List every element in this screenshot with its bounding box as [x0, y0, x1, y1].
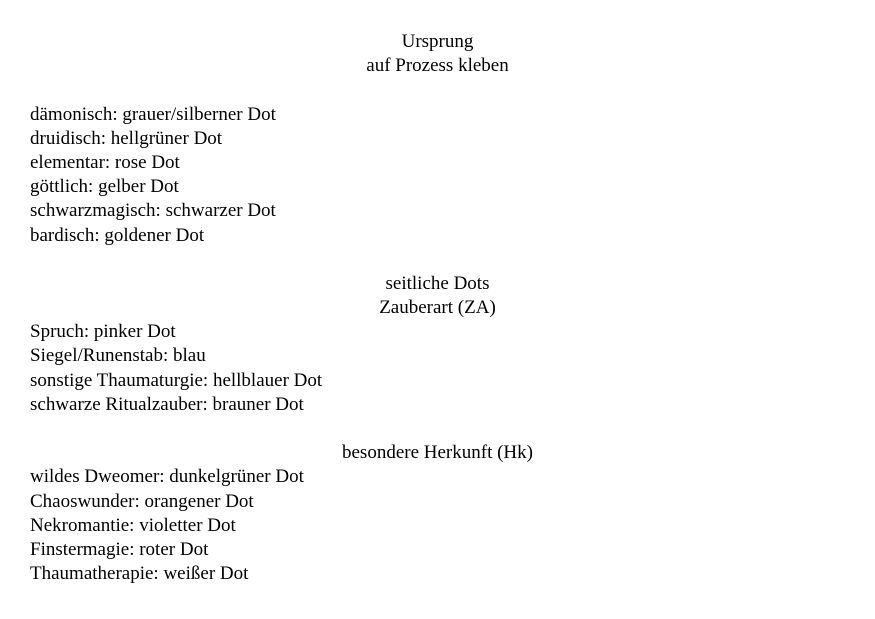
list-item: Finstermagie: roter Dot [30, 538, 209, 560]
list-item: elementar: rose Dot [30, 151, 180, 173]
list-item: wildes Dweomer: dunkelgrüner Dot [30, 466, 304, 488]
section-herkunft-heading: besondere Herkunft (Hk) [342, 442, 533, 464]
list-item: dämonisch: grauer/silberner Dot [30, 103, 276, 125]
document-page [30, 30, 845, 586]
list-item: Nekromantie: violetter Dot [30, 514, 236, 536]
blank-line [30, 78, 845, 102]
list-item: Spruch: pinker Dot [30, 321, 176, 343]
list-item: sonstige Thaumaturgie: hellblauer Dot [30, 369, 323, 391]
section-zauberart-subheading: Zauberart (ZA) [379, 297, 496, 319]
section-ursprung-subheading: auf Prozess kleben [366, 55, 509, 77]
list-item: schwarzmagisch: schwarzer Dot [30, 200, 276, 222]
list-item: schwarze Ritualzauber: brauner Dot [30, 393, 304, 415]
section-ursprung-heading: Ursprung [401, 31, 474, 52]
list-item: druidisch: hellgrüner Dot [30, 127, 223, 149]
list-item: Chaoswunder: orangener Dot [30, 490, 254, 512]
list-item: Thaumatherapie: weißer Dot [30, 563, 249, 585]
list-item: Siegel/Runenstab: blau [30, 345, 206, 367]
blank-line [30, 417, 845, 441]
list-item: göttlich: gelber Dot [30, 176, 179, 198]
blank-line [30, 248, 845, 272]
list-item: bardisch: goldener Dot [30, 224, 205, 246]
section-seitliche-dots-heading: seitliche Dots [385, 272, 490, 294]
